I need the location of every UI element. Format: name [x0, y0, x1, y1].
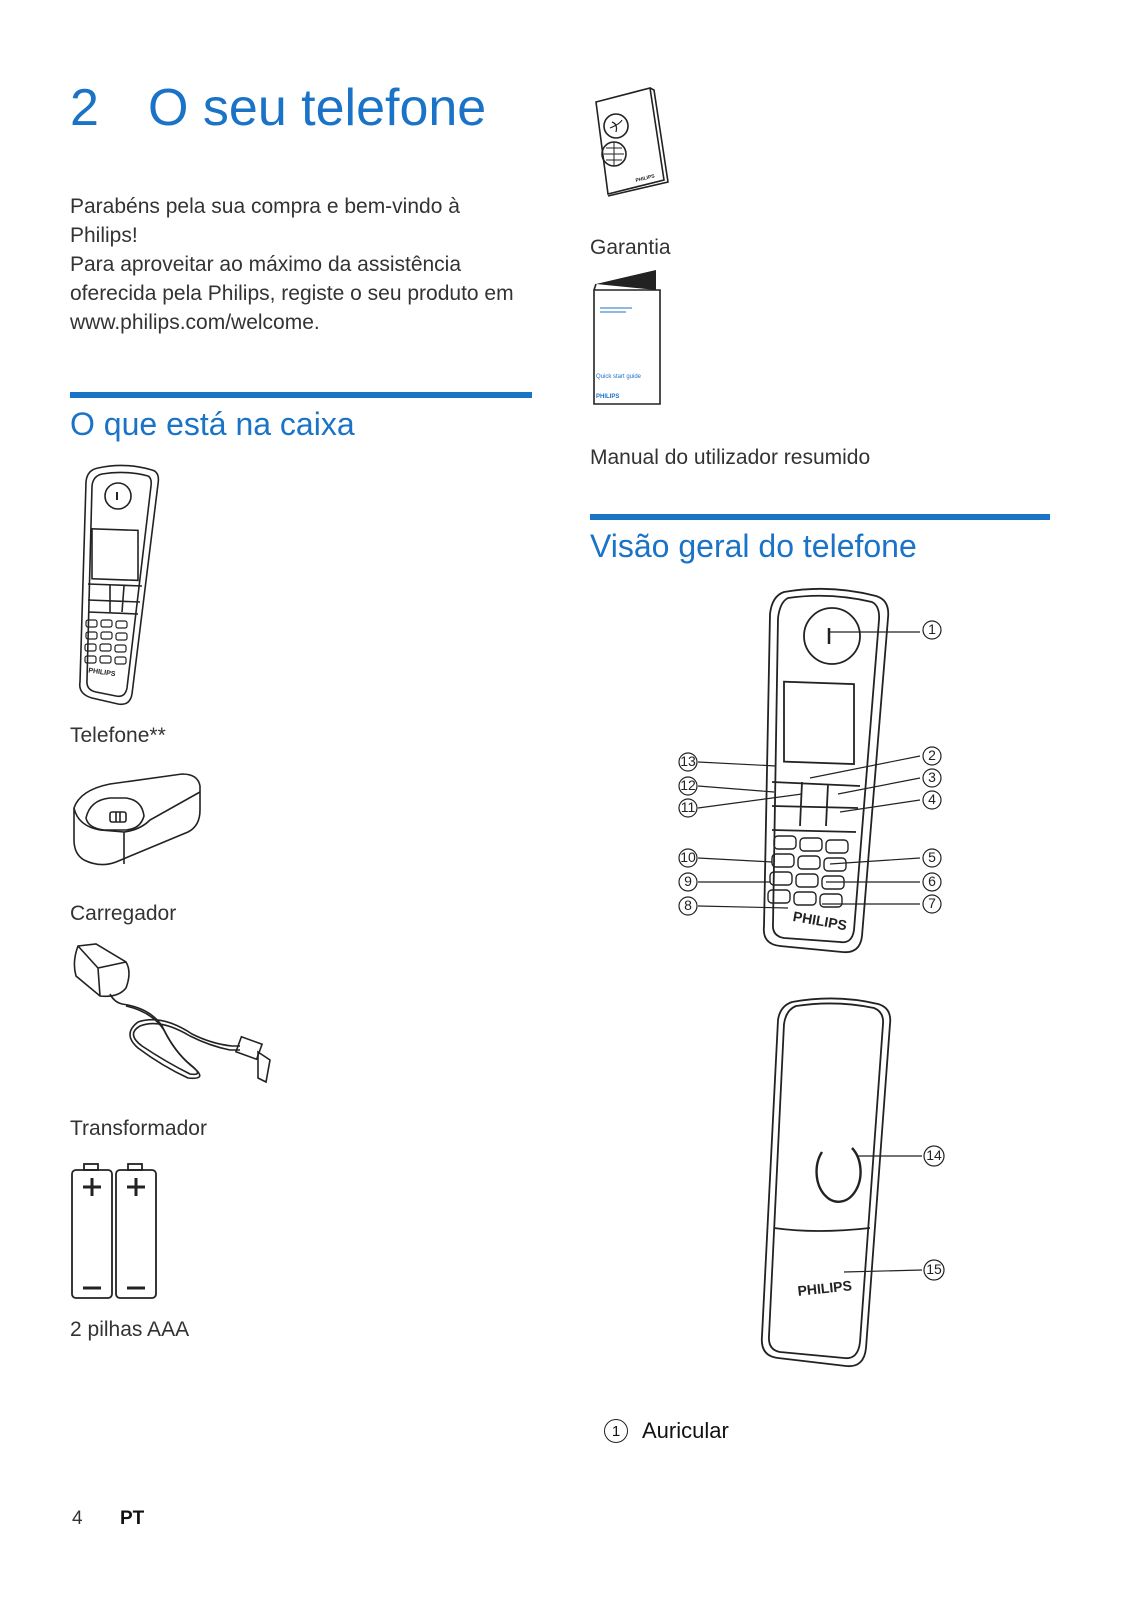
caption-quick-guide: Manual do utilizador resumido: [590, 446, 871, 469]
legend-number: 1: [604, 1419, 628, 1443]
callout-6: 6: [928, 873, 936, 889]
section-heading-overview: Visão geral do telefone: [590, 528, 917, 564]
phone-back-diagram: [756, 996, 976, 1376]
quick-guide-image: [588, 268, 668, 410]
callout-4: 4: [928, 791, 936, 807]
chapter-number: 2: [70, 79, 99, 137]
callout-9: 9: [684, 873, 692, 889]
charger-image: [70, 770, 210, 870]
intro-paragraph: [70, 192, 540, 337]
callout-7: 7: [928, 895, 936, 911]
callout-12: 12: [680, 777, 696, 793]
caption-adapter: Transformador: [70, 1117, 207, 1140]
intro-line: www.philips.com/welcome.: [70, 311, 320, 334]
warranty-booklet-image: [588, 84, 668, 199]
callout-11: 11: [680, 799, 696, 815]
caption-warranty: Garantia: [590, 236, 671, 259]
warranty-brand: PHILIPS: [635, 173, 656, 184]
intro-line: Philips!: [70, 224, 138, 247]
section-rule: [70, 392, 532, 398]
callout-13: 13: [680, 753, 696, 769]
phone-front-diagram: [680, 586, 980, 966]
callout-8: 8: [684, 897, 692, 913]
callout-15: 15: [926, 1261, 942, 1277]
chapter-title: [70, 78, 486, 138]
callout-3: 3: [928, 769, 936, 785]
caption-handset: Telefone**: [70, 724, 166, 747]
callout-5: 5: [928, 849, 936, 865]
phone-back-brand: PHILIPS: [796, 1277, 853, 1299]
quick-guide-title: Quick start guide: [596, 374, 642, 380]
callout-14: 14: [926, 1147, 942, 1163]
phone-front-brand: PHILIPS: [791, 908, 849, 934]
page-language: PT: [120, 1508, 145, 1529]
section-rule: [590, 514, 1050, 520]
chapter-title-text: O seu telefone: [148, 79, 487, 137]
page-number: 4: [72, 1508, 83, 1529]
legend-item: [604, 1418, 729, 1444]
section-heading-box: O que está na caixa: [70, 406, 355, 442]
handset-image: [70, 462, 170, 712]
quick-guide-brand: PHILIPS: [596, 394, 620, 400]
callout-2: 2: [928, 747, 936, 763]
adapter-image: [70, 942, 280, 1092]
callout-10: 10: [680, 849, 696, 865]
intro-line: Parabéns pela sua compra e bem-vindo à: [70, 195, 460, 218]
caption-charger: Carregador: [70, 902, 177, 925]
callout-1: 1: [928, 621, 936, 637]
batteries-image: [70, 1164, 165, 1304]
handset-brand: PHILIPS: [87, 667, 116, 679]
legend-label: Auricular: [642, 1418, 729, 1443]
intro-line: oferecida pela Philips, registe o seu produto em: [70, 282, 514, 305]
caption-batteries: 2 pilhas AAA: [70, 1318, 190, 1341]
intro-line: Para aproveitar ao máximo da assistência: [70, 253, 462, 276]
